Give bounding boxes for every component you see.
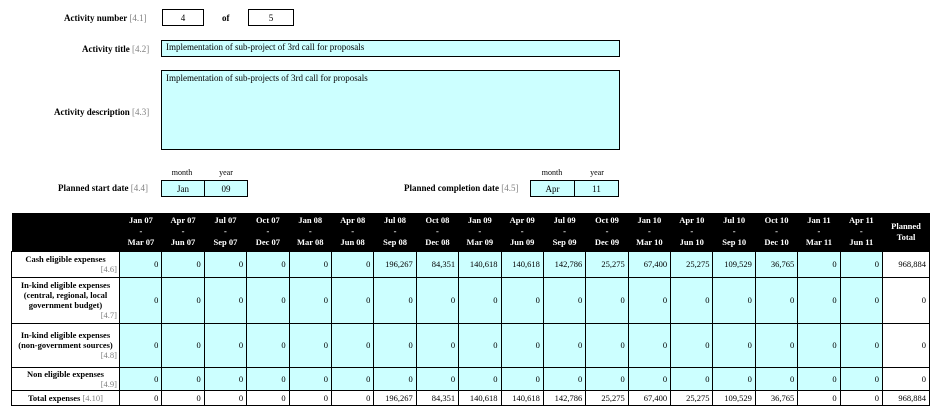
period-to: Mar 09 — [466, 237, 494, 248]
period-from: Apr 09 — [509, 215, 535, 226]
period-dash: - — [181, 226, 185, 237]
expense-cell[interactable]: 0 — [374, 323, 416, 367]
expense-cell[interactable]: 0 — [331, 251, 373, 277]
period-header — [204, 213, 246, 251]
period-from: Apr 10 — [679, 215, 705, 226]
expense-cell[interactable]: 67,400 — [628, 251, 670, 277]
expense-cell[interactable]: 0 — [840, 367, 882, 390]
activity-description-field[interactable]: Implementation of sub-projects of 3rd call for proposals — [161, 70, 620, 150]
start-month-label: month — [171, 168, 193, 177]
period-dash: - — [817, 226, 821, 237]
table-row — [12, 251, 930, 277]
period-header — [120, 213, 162, 251]
table-row — [12, 323, 930, 367]
expense-cell[interactable]: 0 — [628, 277, 670, 323]
period-dash: - — [224, 226, 227, 237]
period-to: Sep 07 — [213, 237, 238, 248]
expense-cell[interactable]: 0 — [501, 323, 543, 367]
period-header — [840, 213, 882, 251]
period-dash: - — [859, 226, 863, 237]
expense-cell[interactable]: 140,618 — [501, 251, 543, 277]
period-header — [289, 213, 331, 251]
activity-number-label: Activity number [4.1] — [64, 13, 147, 23]
total-cell: 140,618 — [459, 390, 501, 405]
period-to: Jun 10 — [679, 237, 704, 248]
planned-start-label: Planned start date [4.4] — [58, 183, 148, 193]
expense-cell[interactable]: 0 — [120, 323, 162, 367]
period-header — [798, 213, 840, 251]
period-header — [713, 213, 755, 251]
expense-cell[interactable]: 0 — [501, 277, 543, 323]
period-dash: - — [393, 226, 397, 237]
period-to: Jun 07 — [170, 237, 196, 248]
expense-cell[interactable]: 0 — [459, 277, 501, 323]
expense-cell[interactable]: 0 — [162, 323, 204, 367]
expense-cell[interactable]: 0 — [204, 251, 246, 277]
period-dash: - — [775, 226, 778, 237]
total-cell: 67,400 — [628, 390, 670, 405]
period-to: Mar 10 — [636, 237, 663, 248]
expense-cell[interactable]: 0 — [543, 277, 585, 323]
period-to: Dec 08 — [425, 237, 450, 248]
period-from: Jul 09 — [553, 215, 576, 226]
completion-year-field[interactable]: 11 — [574, 180, 619, 197]
total-cell: 0 — [331, 390, 373, 405]
completion-year-label: year — [590, 168, 604, 177]
period-dash: - — [308, 226, 312, 237]
expense-cell[interactable]: 0 — [289, 323, 331, 367]
period-from: Oct 07 — [255, 215, 280, 226]
expense-cell[interactable]: 109,529 — [713, 251, 755, 277]
expense-cell[interactable]: 0 — [331, 323, 373, 367]
table-row — [12, 367, 930, 390]
expense-cell[interactable]: 0 — [501, 367, 543, 390]
total-cell: 0 — [204, 390, 246, 405]
expense-cell[interactable]: 0 — [586, 367, 628, 390]
expense-cell[interactable]: 0 — [289, 251, 331, 277]
period-to: Jun 11 — [849, 237, 874, 248]
period-from: Oct 09 — [595, 215, 619, 226]
period-to: Mar 11 — [805, 237, 832, 248]
period-from: Apr 07 — [170, 215, 196, 226]
expense-cell[interactable]: 0 — [331, 277, 373, 323]
table-row — [12, 277, 930, 323]
expense-cell[interactable]: 0 — [713, 277, 755, 323]
expense-cell[interactable]: 0 — [798, 323, 840, 367]
start-month-field[interactable]: Jan — [161, 180, 205, 197]
total-cell: 0 — [840, 390, 882, 405]
total-cell: 84,351 — [416, 390, 458, 405]
period-from: Oct 08 — [425, 215, 450, 226]
period-dash: - — [732, 226, 736, 237]
period-from: Jul 07 — [214, 215, 237, 226]
expense-cell[interactable]: 25,275 — [586, 251, 628, 277]
period-from: Jan 09 — [467, 215, 492, 226]
total-cell: 0 — [162, 390, 204, 405]
row-total-cell: 0 — [883, 277, 930, 323]
expense-cell[interactable]: 0 — [416, 323, 458, 367]
period-to: Mar 08 — [296, 237, 324, 248]
period-dash: - — [351, 226, 355, 237]
grand-total-cell: 968,884 — [883, 390, 930, 405]
row-label: Cash eligible expenses [4.6] — [12, 251, 120, 277]
total-cell: 0 — [289, 390, 331, 405]
expense-cell[interactable]: 0 — [247, 251, 289, 277]
expense-cell[interactable]: 0 — [289, 277, 331, 323]
expense-cell[interactable]: 0 — [120, 251, 162, 277]
period-dash: - — [605, 226, 609, 237]
period-from: Jul 10 — [723, 215, 746, 226]
period-dash: - — [436, 226, 439, 237]
period-from: Jan 10 — [637, 215, 662, 226]
completion-month-label: month — [541, 168, 563, 177]
period-from: Jan 11 — [807, 215, 831, 226]
table-header-row — [12, 213, 930, 251]
period-header — [162, 213, 204, 251]
expense-cell[interactable]: 0 — [374, 277, 416, 323]
total-expenses-label: Total expenses [4.10] — [12, 390, 120, 405]
total-expenses-row — [12, 390, 930, 405]
expense-cell[interactable]: 0 — [755, 277, 797, 323]
expense-cell[interactable]: 0 — [162, 277, 204, 323]
period-from: Jan 08 — [298, 215, 323, 226]
expense-cell[interactable]: 0 — [331, 367, 373, 390]
period-header — [586, 213, 628, 251]
expense-cell[interactable]: 0 — [628, 367, 670, 390]
period-from: Apr 08 — [340, 215, 366, 226]
expense-cell[interactable]: 0 — [416, 277, 458, 323]
period-to: Dec 10 — [764, 237, 789, 248]
expense-cell[interactable]: 0 — [755, 367, 797, 390]
period-dash: - — [266, 226, 270, 237]
expense-cell[interactable]: 0 — [543, 367, 585, 390]
expense-cell[interactable]: 196,267 — [374, 251, 416, 277]
expense-cell[interactable]: 142,786 — [543, 251, 585, 277]
period-dash: - — [478, 226, 482, 237]
expense-cell[interactable]: 0 — [798, 367, 840, 390]
of-label: of — [222, 13, 230, 23]
period-to: Sep 08 — [383, 237, 407, 248]
expense-cell[interactable]: 0 — [204, 367, 246, 390]
period-header — [501, 213, 543, 251]
expense-cell[interactable]: 0 — [247, 277, 289, 323]
expenses-table — [11, 213, 930, 406]
row-label: In-kind eligible expenses (non-government sources) [4.8] — [12, 323, 120, 367]
expense-cell[interactable]: 36,765 — [755, 251, 797, 277]
expense-cell[interactable]: 0 — [798, 277, 840, 323]
expense-cell[interactable]: 84,351 — [416, 251, 458, 277]
period-header — [374, 213, 416, 251]
period-dash: - — [139, 226, 143, 237]
total-cell: 0 — [120, 390, 162, 405]
expense-cell[interactable]: 0 — [671, 367, 713, 390]
total-cell: 25,275 — [671, 390, 713, 405]
period-dash: - — [563, 226, 567, 237]
period-to: Sep 09 — [552, 237, 577, 248]
expense-cell[interactable]: 0 — [247, 367, 289, 390]
row-total-cell: 0 — [883, 323, 930, 367]
header-corner — [12, 213, 120, 251]
period-from: Jul 08 — [384, 215, 407, 226]
expense-cell[interactable]: 0 — [840, 251, 882, 277]
expense-cell[interactable]: 0 — [247, 323, 289, 367]
expense-cell[interactable]: 0 — [713, 367, 755, 390]
expense-cell[interactable]: 0 — [713, 323, 755, 367]
expense-cell[interactable]: 0 — [289, 367, 331, 390]
expense-cell[interactable]: 0 — [840, 277, 882, 323]
total-cell: 0 — [247, 390, 289, 405]
total-cell: 109,529 — [713, 390, 755, 405]
total-cell: 142,786 — [543, 390, 585, 405]
period-dash: - — [647, 226, 651, 237]
expense-cell[interactable]: 0 — [416, 367, 458, 390]
activity-description-label: Activity description [4.3] — [54, 107, 150, 117]
expense-cell[interactable]: 0 — [671, 277, 713, 323]
expense-cell[interactable]: 0 — [543, 323, 585, 367]
expense-cell[interactable]: 0 — [586, 277, 628, 323]
period-header — [416, 213, 458, 251]
expense-cell[interactable]: 0 — [204, 323, 246, 367]
total-cell: 25,275 — [586, 390, 628, 405]
period-from: Oct 10 — [764, 215, 789, 226]
period-header — [628, 213, 670, 251]
expense-cell[interactable]: 0 — [120, 277, 162, 323]
activity-total-field: 5 — [248, 9, 294, 26]
expense-cell[interactable]: 0 — [459, 323, 501, 367]
expense-cell[interactable]: 0 — [628, 323, 670, 367]
expense-cell[interactable]: 0 — [840, 323, 882, 367]
period-to: Dec 07 — [255, 237, 281, 248]
expense-cell[interactable]: 140,618 — [459, 251, 501, 277]
planned-completion-label: Planned completion date [4.5] — [404, 183, 519, 193]
start-year-field[interactable]: 09 — [204, 180, 248, 197]
period-dash: - — [520, 226, 524, 237]
expense-cell[interactable]: 0 — [162, 251, 204, 277]
activity-title-field[interactable]: Implementation of sub-project of 3rd call for proposals — [161, 40, 620, 57]
expense-cell[interactable]: 0 — [120, 367, 162, 390]
period-to: Jun 08 — [340, 237, 365, 248]
total-cell: 140,618 — [501, 390, 543, 405]
period-header — [331, 213, 373, 251]
row-total-cell: 968,884 — [883, 251, 930, 277]
expense-cell[interactable]: 0 — [671, 323, 713, 367]
period-header — [459, 213, 501, 251]
total-cell: 0 — [798, 390, 840, 405]
planned-total-header: Planned Total — [883, 213, 930, 251]
period-header — [543, 213, 585, 251]
completion-month-field[interactable]: Apr — [530, 180, 575, 197]
period-to: Mar 07 — [127, 237, 155, 248]
expense-cell[interactable]: 0 — [204, 277, 246, 323]
expense-cell[interactable]: 0 — [755, 323, 797, 367]
period-from: Jan 07 — [129, 215, 153, 226]
period-header — [247, 213, 289, 251]
expense-cell[interactable]: 0 — [798, 251, 840, 277]
period-to: Jun 09 — [510, 237, 535, 248]
total-cell: 196,267 — [374, 390, 416, 405]
expense-cell[interactable]: 0 — [374, 367, 416, 390]
period-to: Sep 10 — [722, 237, 747, 248]
period-dash: - — [690, 226, 694, 237]
row-label: Non eligible expenses [4.9] — [12, 367, 120, 390]
expense-cell[interactable]: 0 — [586, 323, 628, 367]
period-header — [755, 213, 797, 251]
expense-cell[interactable]: 25,275 — [671, 251, 713, 277]
period-from: Apr 11 — [849, 215, 874, 226]
row-label: In-kind eligible expenses (central, regional, local government budget) [4.7] — [12, 277, 120, 323]
activity-title-label: Activity title [4.2] — [82, 44, 150, 54]
period-to: Dec 09 — [594, 237, 620, 248]
total-cell: 36,765 — [755, 390, 797, 405]
row-total-cell: 0 — [883, 367, 930, 390]
activity-number-field[interactable]: 4 — [162, 9, 204, 26]
expense-cell[interactable]: 0 — [162, 367, 204, 390]
start-year-label: year — [219, 168, 233, 177]
expense-cell[interactable]: 0 — [459, 367, 501, 390]
period-header — [671, 213, 713, 251]
